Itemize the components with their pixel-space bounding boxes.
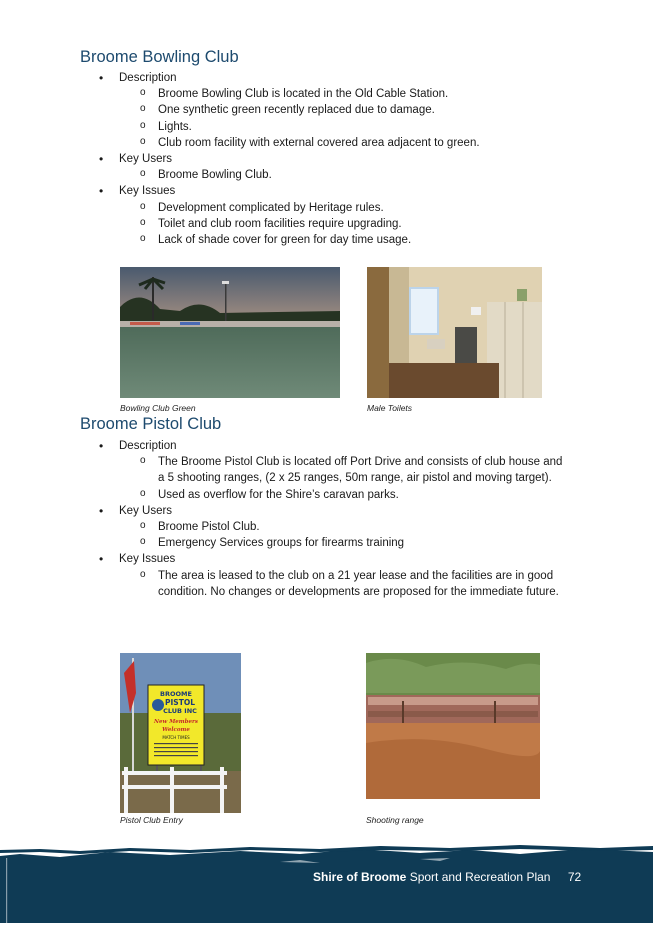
page-number: 72 bbox=[567, 870, 582, 884]
bowling-green-caption: Bowling Club Green bbox=[120, 403, 196, 413]
pistol-key-users-item: o Broome Pistol Club. bbox=[0, 519, 653, 535]
pistol-club-heading: Broome Pistol Club bbox=[80, 415, 222, 433]
bowling-green-photo bbox=[120, 267, 340, 398]
pistol-description-label: • Description bbox=[0, 438, 653, 454]
bowling-description-label: • Description bbox=[0, 70, 653, 86]
bowling-description-item: o One synthetic green recently replaced due to damage. bbox=[0, 102, 653, 118]
pistol-club-entry-caption: Pistol Club Entry bbox=[120, 815, 183, 825]
bowling-description-item: o Lights. bbox=[0, 119, 653, 135]
bowling-club-heading: Broome Bowling Club bbox=[80, 48, 239, 66]
sign-text: MATCH TIMES bbox=[162, 735, 190, 740]
male-toilets-photo bbox=[367, 267, 542, 398]
pistol-key-users-item: o Emergency Services groups for firearms training bbox=[0, 535, 653, 551]
bowling-key-issues-item: o Lack of shade cover for green for day time usage. bbox=[0, 232, 653, 248]
male-toilets-caption: Male Toilets bbox=[367, 403, 413, 413]
bowling-description-item: o Broome Bowling Club is located in the Old Cable Station. bbox=[0, 86, 653, 102]
bowling-key-issues-item: o Development complicated by Heritage rules. bbox=[0, 200, 653, 216]
sign-text: New Members bbox=[154, 719, 198, 725]
sign-text: BROOME bbox=[160, 690, 192, 698]
pistol-key-issues-item: o The area is leased to the club on a 21 year lease and the facilities are in good condition. No changes or developments are proposed for the immediate future. bbox=[0, 568, 653, 600]
sign-text: PISTOL bbox=[165, 698, 195, 707]
bowling-key-issues-label: • Key Issues bbox=[0, 183, 653, 199]
shooting-range-photo bbox=[366, 653, 540, 799]
footer-org: Shire of Broome bbox=[313, 870, 407, 884]
sign-text: CLUB INC bbox=[163, 707, 197, 715]
pistol-description-item: o Used as overflow for the Shire’s caravan parks. bbox=[0, 487, 653, 503]
pistol-description-item: o The Broome Pistol Club is located off Port Drive and consists of club house and a 5 shooting ranges, (2 x 25 ranges, 50m range, air pistol and moving target). bbox=[0, 454, 653, 486]
pistol-club-entry-photo bbox=[120, 653, 241, 813]
bowling-key-users-item: o Broome Bowling Club. bbox=[0, 167, 653, 183]
bowling-key-issues-item: o Toilet and club room facilities require upgrading. bbox=[0, 216, 653, 232]
sign-text: Welcome bbox=[162, 727, 190, 733]
bowling-club-list bbox=[0, 70, 653, 248]
footer-doc-title: Sport and Recreation Plan bbox=[409, 870, 551, 884]
pistol-club-list bbox=[0, 438, 653, 600]
footer-text bbox=[313, 870, 581, 884]
pistol-key-users-label: • Key Users bbox=[0, 503, 653, 519]
shooting-range-caption: Shooting range bbox=[366, 815, 424, 825]
bowling-key-users-label: • Key Users bbox=[0, 151, 653, 167]
pistol-key-issues-label: • Key Issues bbox=[0, 551, 653, 567]
bowling-description-item: o Club room facility with external covered area adjacent to green. bbox=[0, 135, 653, 151]
